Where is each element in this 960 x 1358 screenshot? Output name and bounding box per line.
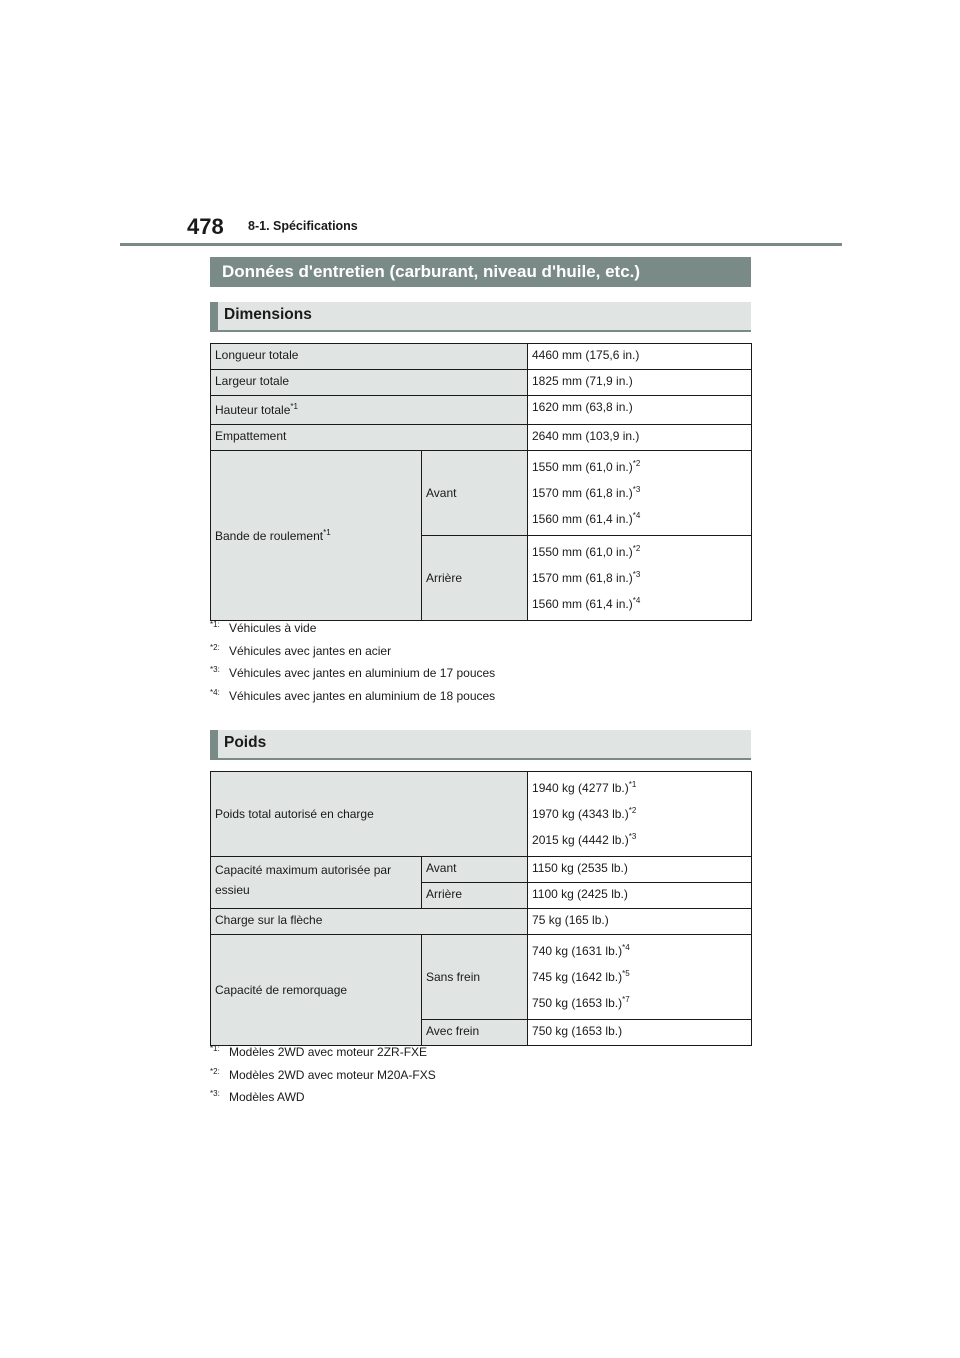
- value-text: 1560 mm (61,4 in.): [532, 512, 633, 526]
- row-value: 4460 mm (175,6 in.): [528, 344, 752, 370]
- row-label: [211, 396, 528, 425]
- row-label-text: Hauteur totale: [215, 403, 291, 417]
- row-value: 1825 mm (71,9 in.): [528, 370, 752, 396]
- value-text: 1560 mm (61,4 in.): [532, 597, 633, 611]
- row-value: [528, 536, 752, 621]
- value-text: 2015 kg (4442 lb.): [532, 833, 629, 847]
- row-label: Capacité de remorquage: [211, 935, 422, 1046]
- footnote: $^{*3:}$ Modèles AWD: [210, 1089, 305, 1104]
- row-label: Longueur totale: [211, 344, 528, 370]
- row-label: Empattement: [211, 425, 528, 451]
- row-label: Capacité maximum autorisée par essieu: [211, 857, 422, 909]
- row-label: [211, 451, 422, 621]
- table-row: [211, 425, 752, 451]
- footnote-text: Véhicules avec jantes en acier: [229, 643, 392, 658]
- footnote-ref: *2: [632, 459, 641, 468]
- table-row: [211, 935, 752, 1020]
- footnote-text: Véhicules avec jantes en aluminium de 18 pouces: [229, 688, 496, 703]
- dimensions-table: [210, 343, 752, 621]
- footnote-text: Véhicules avec jantes en aluminium de 17 pouces: [229, 666, 496, 680]
- footnote-mark-text: *1: [210, 1044, 218, 1053]
- sub-label: Arrière: [422, 883, 528, 909]
- value-line: [532, 990, 747, 1016]
- value-line: [532, 454, 747, 480]
- value-line: [532, 591, 747, 617]
- value-text: 1970 kg (4343 lb.): [532, 807, 629, 821]
- footnote-ref: *3: [632, 570, 641, 579]
- sub-label: Avant: [422, 451, 528, 536]
- sub-label: Sans frein: [422, 935, 528, 1020]
- footnote-mark-text: *4: [210, 687, 218, 697]
- row-label: Largeur totale: [211, 370, 528, 396]
- row-value: [528, 772, 752, 857]
- value-text: 750 kg (1653 lb.): [532, 996, 623, 1010]
- row-label: Charge sur la flèche: [211, 909, 528, 935]
- footnote-mark-text: *2: [210, 1066, 218, 1076]
- footnote-text: Modèles 2WD avec moteur M20A-FXS: [229, 1067, 436, 1082]
- value-line: [532, 506, 747, 532]
- footnote: $^{*4:}$ Véhicules avec jantes en aluminium de 18 pouces: [210, 687, 496, 703]
- footnote-text: Véhicules à vide: [229, 621, 317, 635]
- dimensions-footnotes: [210, 618, 495, 708]
- header-divider: [120, 243, 842, 246]
- footnote: $^{*3:}$ Véhicules avec jantes en aluminium de 17 pouces: [210, 665, 496, 680]
- weight-heading: Poids: [210, 730, 751, 760]
- weight-table: [210, 771, 752, 1046]
- value-line: [532, 964, 747, 990]
- section-label: 8-1. Spécifications: [248, 219, 358, 233]
- value-line: [532, 565, 747, 591]
- value-text: 740 kg (1631 lb.): [532, 944, 623, 958]
- table-row: [211, 857, 752, 883]
- sub-label: Arrière: [422, 536, 528, 621]
- table-row: [211, 451, 752, 536]
- row-value: 1620 mm (63,8 in.): [528, 396, 752, 425]
- row-value: 2640 mm (103,9 in.): [528, 425, 752, 451]
- footnote-ref: *3: [628, 832, 637, 841]
- value-line: [532, 775, 747, 801]
- footnote-ref: *4: [632, 596, 641, 605]
- value-text: 1550 mm (61,0 in.): [532, 545, 633, 559]
- table-row: [211, 772, 752, 857]
- footnote-ref: *2: [632, 544, 641, 553]
- value-line: [532, 938, 747, 964]
- footnote-mark-text: *2: [210, 642, 218, 652]
- footnote: $^{*2:}$ Modèles 2WD avec moteur M20A-FXS: [210, 1066, 436, 1082]
- row-value: 1150 kg (2535 lb.): [528, 857, 752, 883]
- value-text: 1940 kg (4277 lb.): [532, 781, 629, 795]
- footnote-ref: *7: [622, 995, 630, 1004]
- footnote-ref: *4: [632, 511, 641, 520]
- value-line: [532, 539, 747, 565]
- row-label-text: Bande de roulement: [215, 528, 324, 543]
- value-text: 1550 mm (61,0 in.): [532, 460, 633, 474]
- footnote-mark-text: *3: [210, 1089, 218, 1098]
- row-value: 750 kg (1653 lb.): [528, 1020, 752, 1046]
- table-row: [211, 396, 752, 425]
- value-line: [532, 480, 747, 506]
- value-line: [532, 801, 747, 827]
- row-value: [528, 451, 752, 536]
- value-text: 1570 mm (61,8 in.): [532, 571, 633, 585]
- row-value: [528, 935, 752, 1020]
- value-line: [532, 827, 747, 853]
- main-title: Données d'entretien (carburant, niveau d'huile, etc.): [210, 257, 751, 287]
- value-text: 745 kg (1642 lb.): [532, 970, 623, 984]
- row-label: Poids total autorisé en charge: [211, 772, 528, 857]
- row-value: 75 kg (165 lb.): [528, 909, 752, 935]
- sub-label: Avec frein: [422, 1020, 528, 1046]
- footnote-ref: *2: [628, 806, 637, 815]
- footnote-ref: *1: [290, 402, 298, 411]
- table-row: [211, 370, 752, 396]
- footnote-ref: *4: [622, 943, 630, 952]
- table-row: [211, 909, 752, 935]
- footnote: $^{*1:}$ Véhicules à vide: [210, 620, 317, 635]
- footnote-ref: *1: [323, 527, 331, 537]
- weight-footnotes: [210, 1042, 436, 1110]
- footnote-ref: *3: [632, 485, 641, 494]
- sub-label: Avant: [422, 857, 528, 883]
- footnote-text: Modèles 2WD avec moteur 2ZR-FXE: [229, 1045, 428, 1059]
- footnote-ref: *1: [628, 780, 637, 789]
- table-row: [211, 344, 752, 370]
- footnote: $^{*2:}$ Véhicules avec jantes en acier: [210, 642, 392, 658]
- row-value: 1100 kg (2425 lb.): [528, 883, 752, 909]
- value-text: 1570 mm (61,8 in.): [532, 486, 633, 500]
- footnote-mark-text: *1: [210, 620, 218, 629]
- footnote-text: Modèles AWD: [229, 1090, 305, 1104]
- footnote: $^{*1:}$ Modèles 2WD avec moteur 2ZR-FXE: [210, 1044, 428, 1059]
- footnote-ref: *5: [622, 969, 630, 978]
- footnote-mark-text: *3: [210, 665, 218, 674]
- dimensions-heading: Dimensions: [210, 302, 751, 332]
- page-number: 478: [187, 214, 224, 239]
